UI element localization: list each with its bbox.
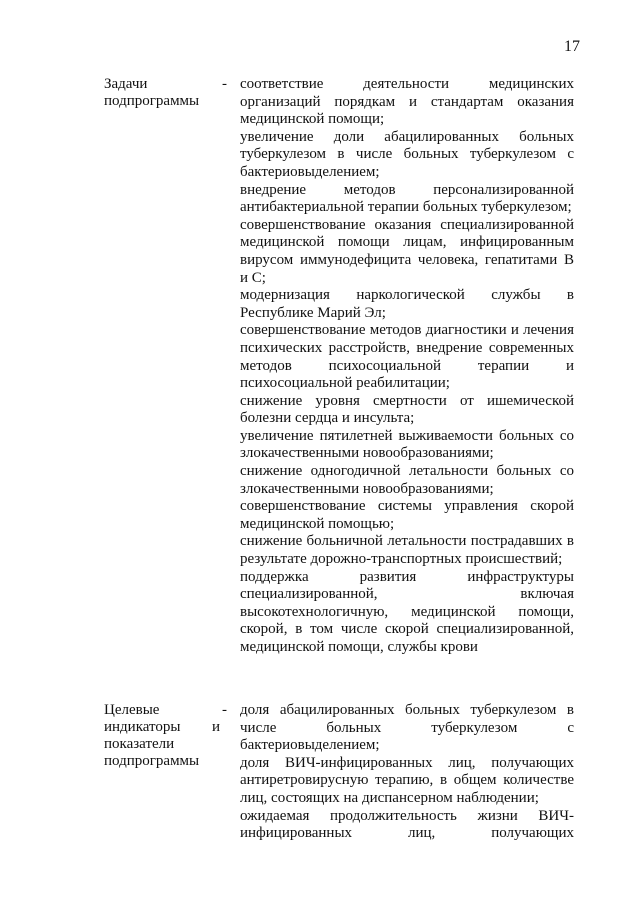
- task-item: соответствие деятельности медицинских организаций порядкам и стандартам оказания медицинской помощи;: [240, 76, 574, 128]
- task-item: увеличение пятилетней выживаемости больных со злокачественными новообразованиями;: [240, 427, 574, 462]
- indicator-item: ожидаемая продолжительность жизни ВИЧ-инфицированных лиц, получающих: [240, 807, 574, 842]
- indicators-list: [240, 702, 574, 843]
- task-item: увеличение доли абацилированных больных туберкулезом в числе больных туберкулезом с бактериовыделением;: [240, 128, 574, 180]
- task-item: совершенствование методов диагностики и лечения психических расстройств, внедрение современных методов психосоциальной терапии и психосоциальной реабилитации;: [240, 322, 574, 392]
- tasks-label-line: Задачи: [104, 76, 148, 92]
- indicators-section: [104, 702, 576, 843]
- task-item: внедрение методов персонализированной антибактериальной терапии больных туберкулезом;: [240, 181, 574, 216]
- page-number: 17: [564, 38, 580, 55]
- task-item: снижение одногодичной летальности больных со злокачественными новообразованиями;: [240, 463, 574, 497]
- indicators-dash: -: [222, 702, 227, 718]
- task-item: снижение больничной летальности пострадавших в результате дорожно-транспортных происшествий;: [240, 533, 574, 568]
- task-item: совершенствование оказания специализированной медицинской помощи лицам, инфицированным вирусом иммунодефицита человека, гепатитами В и С;: [240, 216, 574, 286]
- indicators-label: [104, 702, 240, 843]
- indicator-item: доля абацилированных больных туберкулезом в числе больных туберкулезом с бактериовыделением;: [240, 702, 574, 754]
- task-item: поддержка развития инфраструктуры специализированной, включая высокотехнологичную, медицинской помощи, скорой, в том числе скорой специализированной, медицинской помощи, службы крови: [240, 568, 574, 655]
- tasks-label: [104, 76, 240, 657]
- task-item: модернизация наркологической службы в Республике Марий Эл;: [240, 287, 574, 321]
- indicators-label-line: показатели: [104, 736, 175, 752]
- tasks-section: [104, 76, 576, 657]
- tasks-dash: -: [222, 76, 227, 92]
- indicators-label-line: Целевые: [104, 702, 160, 718]
- task-item: снижение уровня смертности от ишемической болезни сердца и инсульта;: [240, 392, 574, 427]
- indicators-label-line: индикаторы и: [104, 719, 220, 735]
- task-item: совершенствование системы управления скорой медицинской помощью;: [240, 498, 574, 532]
- indicators-label-line: подпрограммы: [104, 753, 200, 769]
- tasks-label-line: подпрограммы: [104, 93, 200, 109]
- indicator-item: доля ВИЧ-инфицированных лиц, получающих антиретровирусную терапию, в общем количестве лиц, состоящих на диспансерном наблюдении;: [240, 754, 574, 806]
- tasks-list: [240, 76, 574, 657]
